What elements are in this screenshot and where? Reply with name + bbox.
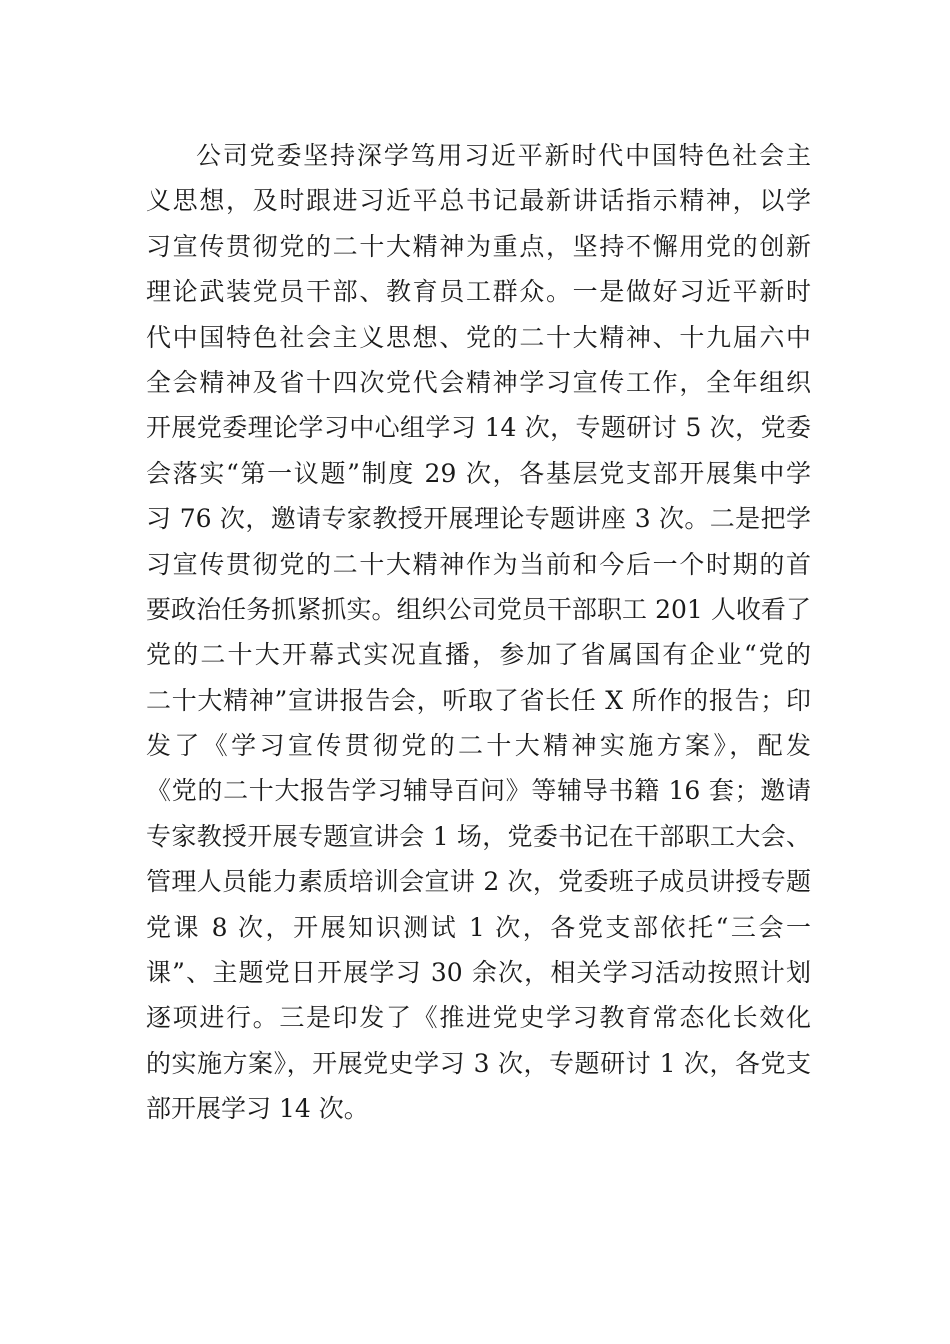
paragraph-line: 全会精神及省十四次党代会精神学习宣传工作，全年组织 (146, 367, 811, 397)
paragraph-line: 的实施方案》，开展党史学习 3 次，专题研讨 1 次，各党支 (146, 1048, 811, 1078)
paragraph-line: 二十大精神”宣讲报告会，听取了省长任 X 所作的报告；印 (146, 685, 811, 715)
paragraph-line: 义思想，及时跟进习近平总书记最新讲话指示精神，以学 (146, 186, 811, 216)
paragraph-line: 会落实“第一议题”制度 29 次，各基层党支部开展集中学 (146, 458, 811, 488)
paragraph-line: 党的二十大开幕式实况直播，参加了省属国有企业“党的 (146, 640, 811, 670)
paragraph-line: 代中国特色社会主义思想、党的二十大精神、十九届六中 (146, 322, 811, 352)
paragraph-line: 部开展学习 14 次。 (146, 1094, 369, 1124)
body-paragraph (146, 133, 811, 1132)
paragraph-line: 理论武装党员干部、教育员工群众。一是做好习近平新时 (146, 277, 811, 307)
paragraph-line: 开展党委理论学习中心组学习 14 次，专题研讨 5 次，党委 (146, 413, 811, 443)
paragraph-line: 习宣传贯彻党的二十大精神作为当前和今后一个时期的首 (146, 549, 811, 579)
paragraph-line: 课”、主题党日开展学习 30 余次，相关学习活动按照计划 (146, 958, 811, 988)
paragraph-line: 习宣传贯彻党的二十大精神为重点，坚持不懈用党的创新 (146, 231, 811, 261)
paragraph-line: 公司党委坚持深学笃用习近平新时代中国特色社会主 (196, 141, 811, 170)
paragraph-line: 习 76 次，邀请专家教授开展理论专题讲座 3 次。二是把学 (146, 504, 811, 534)
paragraph-line: 党课 8 次，开展知识测试 1 次，各党支部依托“三会一 (146, 912, 811, 942)
paragraph-line: 管理人员能力素质培训会宣讲 2 次，党委班子成员讲授专题 (146, 867, 811, 897)
paragraph-line: 逐项进行。三是印发了《推进党史学习教育常态化长效化 (146, 1003, 811, 1033)
paragraph-line: 发了《学习宣传贯彻党的二十大精神实施方案》，配发 (146, 731, 811, 761)
paragraph-line: 要政治任务抓紧抓实。组织公司党员干部职工 201 人收看了 (146, 594, 811, 624)
paragraph-line: 《党的二十大报告学习辅导百问》等辅导书籍 16 套；邀请 (146, 776, 811, 806)
paragraph-line: 专家教授开展专题宣讲会 1 场，党委书记在干部职工大会、 (146, 821, 811, 851)
